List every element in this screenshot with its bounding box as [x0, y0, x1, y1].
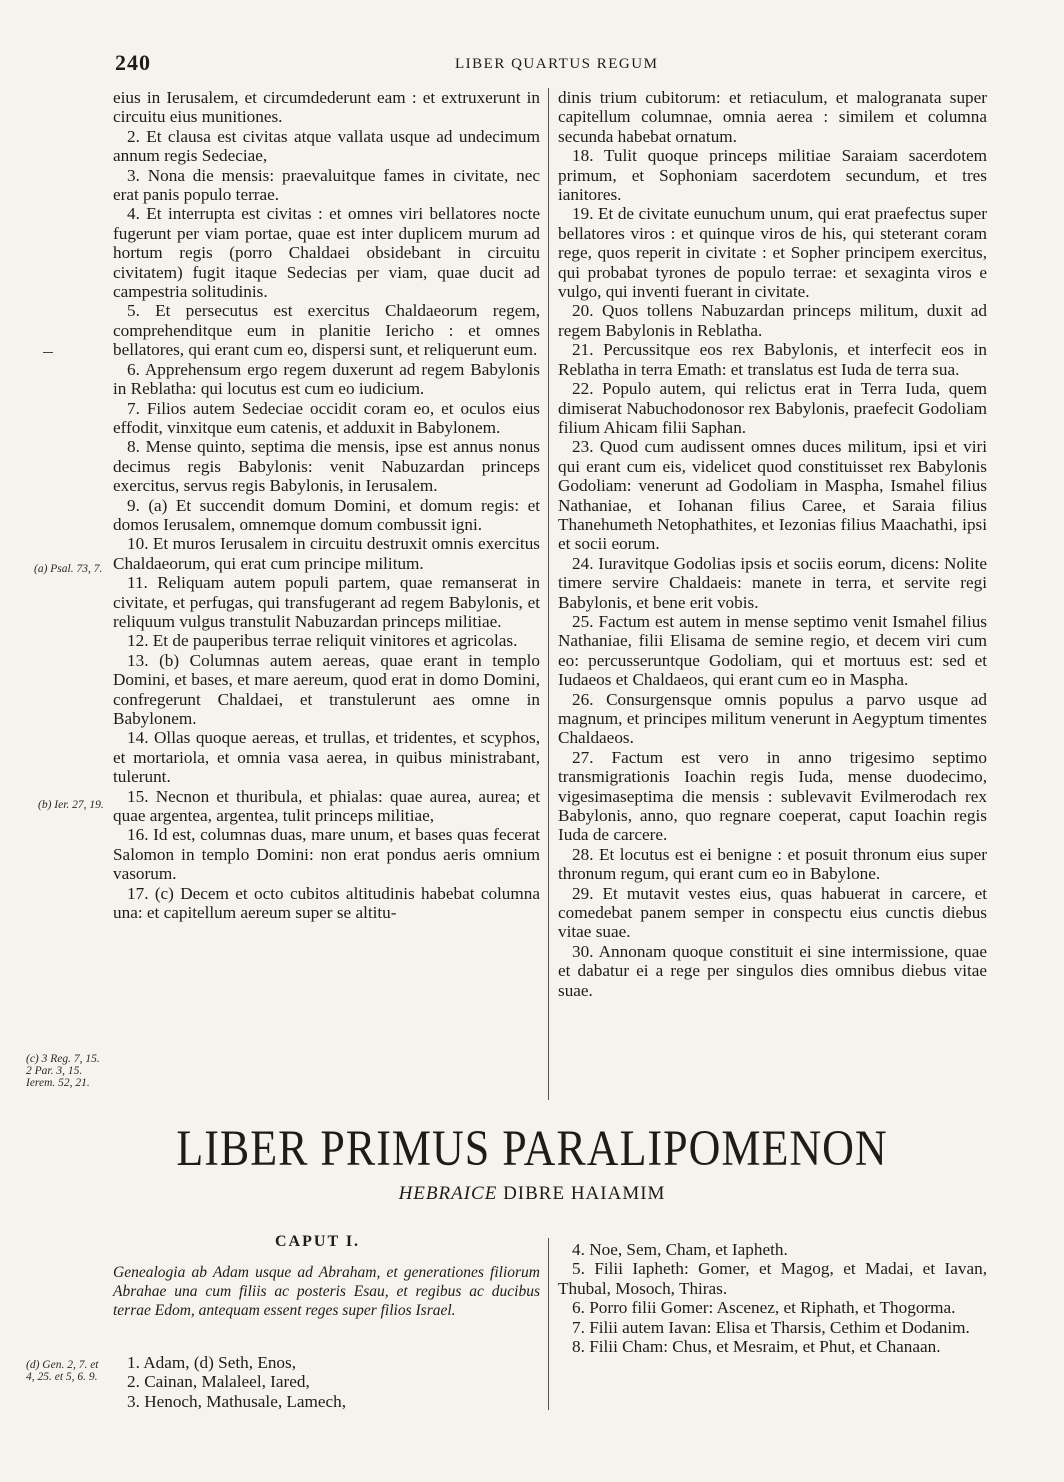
paragraph: 26. Consurgensque omnis populus a parvo usque ad magnum, et principes militum venerunt in Aegyptum timentes Chaldaeos. — [558, 689, 987, 748]
paragraph: 15. Necnon et thuribula, et phialas: quae aurea, aurea; et quae argentea, argentea, tulit princeps militiae, — [113, 786, 540, 826]
paragraph: 16. Id est, columnas duas, mare unum, et bases quas fecerat Salomon in templo Domini: non erat pondus aeris omnium vasorum. — [113, 825, 540, 884]
paragraph: 28. Et locutus est ei benigne : et posuit thronum eius super thronum regum, qui erant cum eo in Babylone. — [558, 844, 987, 884]
paragraph: 12. Et de pauperibus terrae reliquit vinitores et agricolas. — [127, 631, 518, 651]
paragraph: 27. Factum est vero in anno trigesimo septimo transmigrationis Ioachin regis Iuda, mense duodecimo, vigesimaseptima die mensis : sublevavit Evilmerodach rex Babylonis, anno, quo regnare coeperat, caput Ioachin regis Iuda de carcere. — [558, 747, 987, 845]
verse: 8. Filii Cham: Chus, et Mesraim, et Phut, et Chanaan. — [572, 1337, 941, 1357]
book-subtitle — [0, 1183, 1064, 1205]
subtitle-rest: DIBRE HAIAMIM — [497, 1183, 666, 1204]
verse: 7. Filii autem Iavan: Elisa et Tharsis, Cethim et Dodanim. — [572, 1317, 970, 1337]
paragraph: 29. Et mutavit vestes eius, quas habuerat in carcere, et comedebat panem semper in conspectu eius cunctis diebus vitae suae. — [558, 883, 987, 942]
chapter-summary: Genealogia ab Adam usque ad Abraham, et generationes filiorum Abrahae una cum filiis ac posteris Esau, et regibus ac ducibus terrae Edom, antequam essent reges super filios Israel. — [113, 1264, 540, 1319]
paragraph: 7. Filios autem Sedeciae occidit coram eo, et oculos eius effodit, vinxitque eum catenis, et adduxit in Babylonem. — [113, 398, 540, 437]
margin-note-d: (d) Gen. 2, 7. et 4, 25. et 5, 6. 9. — [26, 1359, 99, 1383]
page-number: 240 — [115, 50, 151, 75]
paragraph: 3. Nona die mensis: praevaluitque fames in civitate, nec erat panis populo terrae. — [113, 165, 540, 205]
margin-note-b: (b) Ier. 27, 19. — [38, 799, 104, 811]
right-text-column — [558, 88, 987, 1000]
paragraph: 17. (c) Decem et octo cubitos altitudinis habebat columna una: et capitellum aereum super se altitu- — [113, 883, 540, 923]
paragraph: 8. Mense quinto, septima die mensis, ipse est annus nonus decimus regis Babylonis: venit Nabuzardan princeps exercitus, servus regis Babylonis, in Ierusalem. — [113, 437, 540, 496]
paragraph: 18. Tulit quoque princeps militiae Saraiam sacerdotem primum, et Sophoniam sacerdotem secundum, et tres ianitores. — [558, 146, 987, 205]
paragraph: 9. (a) Et succendit domum Domini, et domum regis: et domos Ierusalem, omnemque domum combussit igni. — [113, 495, 540, 534]
paragraph: 24. Iuravitque Godolias ipsis et sociis eorum, dicens: Nolite timere servire Chaldaeis: manete in terra, et servite regi Babylonis, et bene erit vobis. — [558, 553, 987, 612]
paragraph: 14. Ollas quoque aereas, et trullas, et tridentes, et scyphos, et mortariola, et omnia vasa aerea, in quibus ministrabant, tulerunt. — [113, 728, 540, 787]
verse: 4. Noe, Sem, Cham, et Iapheth. — [572, 1240, 788, 1259]
paragraph: 23. Quod cum audissent omnes duces militum, ipsi et viri qui erant cum eis, videlicet quod constituisset rex Babylonis Godoliam: venerunt ad Godoliam in Maspha, Ismahel filius Nathaniae, et Iohanan filius Caree, et Saraia filius Thanehumeth Netophathites, et Iezonias filius Maachathi, ipsi et socii eorum. — [558, 437, 987, 554]
paragraph: 4. Et interrupta est civitas : et omnes viri bellatores nocte fugerunt per viam portae, quae est inter duplicem murum ad hortum regis (porro Chaldaei obsidebant in circuitu civitatem) fugit itaque Sedecias per viam, quae ducit ad campestria solitudinis. — [113, 204, 540, 302]
margin-dash — [43, 352, 53, 353]
verse: 5. Filii Iapheth: Gomer, et Magog, et Madai, et Iavan, Thubal, Mosoch, Thiras. — [558, 1259, 987, 1298]
margin-note-a: (a) Psal. 73, 7. — [34, 563, 103, 575]
paragraph: 25. Factum est autem in mense septimo venit Ismahel filius Nathaniae, filii Elisama de semine regio, et decem viri cum eo: percusseruntque Godoliam, qui et mortuus est: sed et Iudaeos et Chaldaeos, qui erant cum eo in Maspha. — [558, 611, 987, 690]
paragraph: 22. Populo autem, qui relictus erat in Terra Iuda, quem dimiserat Nabuchodonosor rex Babylonis, praefecit Godoliam filium Ahicam filii Saphan. — [558, 379, 987, 437]
subtitle-italic: HEBRAICE — [398, 1183, 498, 1204]
paragraph: 11. Reliquam autem populi partem, quae remanserat in civitate, et perfugas, qui transfugerant ad regem Babylonis, et reliquum vulgus transtulit Nabuzardan princeps militiae. — [113, 573, 540, 631]
paragraph: 20. Quos tollens Nabuzardan princeps militum, duxit ad regem Babylonis in Reblatha. — [558, 301, 987, 340]
column-divider-top — [548, 88, 549, 1100]
paragraph: 6. Apprehensum ergo regem duxerunt ad regem Babylonis in Reblatha: qui locutus est cum eo iudicium. — [113, 359, 540, 399]
verse: 3. Henoch, Mathusale, Lamech, — [127, 1391, 347, 1411]
paragraph: eius in Ierusalem, et circumdederunt eam : et extruxerunt in circuitu eius munitiones. — [113, 88, 540, 127]
paragraph: dinis trium cubitorum: et retiaculum, et malogranata super capitellum columnae, omnia aerea : similem et columna secunda habebat ornatum. — [558, 88, 987, 146]
running-title: LIBER QUARTUS REGUM — [455, 56, 659, 72]
verse: 2. Cainan, Malaleel, Iared, — [127, 1372, 310, 1392]
left-text-column — [113, 88, 540, 922]
paragraph: 13. (b) Columnas autem aereas, quae erant in templo Domini, et bases, et mare aereum, quod erat in domo Domini, confregerunt Chaldaei, et transtulerunt aes omne in Babylonem. — [113, 650, 540, 728]
genealogy-right-column — [558, 1240, 987, 1356]
paragraph: 21. Percussitque eos rex Babylonis, et interfecit eos in Reblatha in terra Emath: et translatus est Iuda de terra sua. — [558, 340, 987, 379]
paragraph: 19. Et de civitate eunuchum unum, qui erat praefectus super bellatores viros : et quinque viros de his, qui steterant coram rege, quos reperit in civitate : et Sopher principem exercitus, qui probabat tyrones de populo terrae: et sexaginta viros e vulgo, qui inventi fuerant in civitate. — [558, 204, 987, 302]
paragraph: 2. Et clausa est civitas atque vallata usque ad undecimum annum regis Sedeciae, — [113, 126, 540, 166]
verse: 6. Porro filii Gomer: Ascenez, et Riphath, et Thogorma. — [572, 1298, 956, 1318]
verse: 1. Adam, (d) Seth, Enos, — [127, 1353, 296, 1372]
genealogy-left-column — [113, 1353, 540, 1411]
column-divider-bottom — [548, 1238, 549, 1410]
paragraph: 30. Annonam quoque constituit ei sine intermissione, quae et dabatur ei a rege per singulos dies omnibus diebus vitae suae. — [558, 941, 987, 1000]
margin-note-c: (c) 3 Reg. 7, 15. 2 Par. 3, 15. Ierem. 52, 21. — [26, 1053, 100, 1089]
paragraph: 5. Et persecutus est exercitus Chaldaeorum regem, comprehenditque eum in planitie Iericho : et omnes bellatores, qui erant cum eo, dispersi sunt, et reliquerunt eum. — [113, 301, 540, 360]
chapter-heading: CAPUT I. — [275, 1233, 361, 1250]
book-title: LIBER PRIMUS PARALIPOMENON — [176, 1120, 888, 1177]
paragraph: 10. Et muros Ierusalem in circuitu destruxit omnis exercitus Chaldaeorum, qui erat cum principe militum. — [113, 534, 540, 573]
